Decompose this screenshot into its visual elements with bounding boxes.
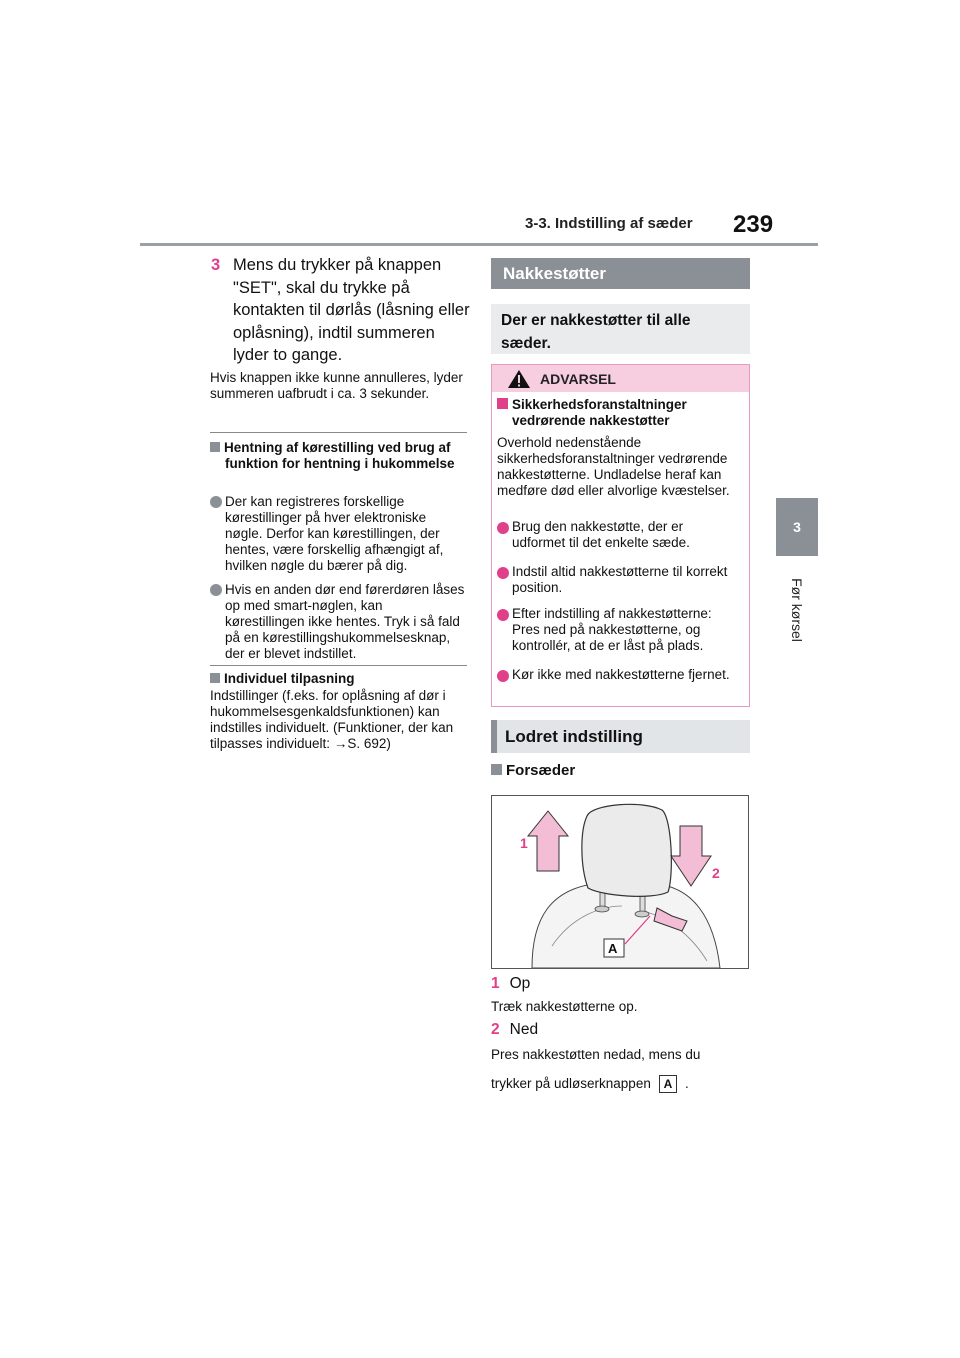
square-bullet-icon [210,442,220,452]
list-item: Hvis en anden dør end førerdøren låses op med smart-nøglen, kan kørestillingen ikke hentes. Tryk i så fald på en kørestillingshukommelsesknap, der er blevet indstillet. [210,582,465,662]
subheading-forsaeder: Forsæder [491,762,575,779]
figure-label-a: A [608,941,618,956]
step-op-note: Træk nakkestøtterne op. [491,999,638,1014]
section-heading-nakkestotter: Nakkestøtter [491,258,750,289]
step-note: Hvis knappen ikke kunne annulleres, lyder summeren uafbrudt i ca. 3 sekunder. [210,370,463,401]
warning-body: Overhold nedenstående sikkerhedsforanstaltninger vedrørende nakkestøtterne. Undladelse heraf kan medføre død eller alvorlige kvæstelser. [497,435,730,498]
section-title: 3-3. Indstilling af sæder [525,215,693,232]
bullet-icon [497,609,509,621]
list-item: Der kan registreres forskellige kørestillinger på hver elektroniske nøgle. Derfor kan kørestillingen, der hentes, være forskellig afhængigt af, hvilken nøgle du bærer på dig. [210,494,465,574]
step-op: 1 Op [491,975,531,992]
bullet-icon [497,670,509,682]
release-button-label: A [659,1075,678,1093]
warning-title: ADVARSEL [540,371,616,387]
warning-list-item: Kør ikke med nakkestøtterne fjernet. [497,667,737,683]
section-heading-lodret: Lodret indstilling [491,720,750,753]
step-ned: 2 Ned [491,1021,539,1038]
warning-list-item: Efter indstilling af nakkestøtterne: Pres ned på nakkestøtterne, og kontrollér, at de er låst på plads. [497,606,737,654]
bullet-icon [210,584,222,596]
paragraph: Indstillinger (f.eks. for oplåsning af dør i hukommelsesgenkaldsfunktionen) kan indstilles individuelt. (Funktioner, der kan tilpasses individuelt: →S. 692) [210,688,454,751]
square-bullet-icon [491,764,502,775]
step-text: Mens du trykker på knappen "SET", skal du trykke på kontakten til dørlås (låsning eller oplåsning), indtil summeren lyder to gange. [233,256,470,364]
warning-list-item: Brug den nakkestøtte, der er udformet til det enkelte sæde. [497,519,737,551]
headrest-illustration [491,795,749,969]
page-number: 239 [733,211,774,238]
bullet-icon [210,496,222,508]
warning-subheading: Sikkerhedsforanstaltninger vedrørende nakkestøtter [497,397,737,429]
warning-triangle-icon [507,369,531,389]
chapter-label: Før kørsel [789,578,805,642]
headrest-drawing [492,796,748,968]
subheading-hentning: Hentning af kørestilling ved brug af funktion for hentning i hukommelse [210,440,468,472]
square-bullet-icon [497,398,508,409]
step-number: 3 [211,256,221,274]
bullet-icon [497,567,509,579]
figure-label-2: 2 [712,865,720,881]
divider [210,432,467,433]
step-ned-note: Pres nakkestøtten nedad, mens du [491,1047,701,1062]
subheading-individuel: Individuel tilpasning [210,671,355,687]
chapter-tab: 3 [776,498,818,556]
bullet-icon [497,522,509,534]
square-bullet-icon [210,673,220,683]
figure-label-1: 1 [520,835,528,851]
divider [210,665,467,666]
header-rule [140,243,818,246]
step-ned-note-cont: trykker på udløserknappen A . [491,1076,689,1091]
intro-box: Der er nakkestøtter til alle sæder. [491,304,750,354]
step-3 [211,254,471,367]
warning-list-item: Indstil altid nakkestøtterne til korrekt position. [497,564,737,596]
